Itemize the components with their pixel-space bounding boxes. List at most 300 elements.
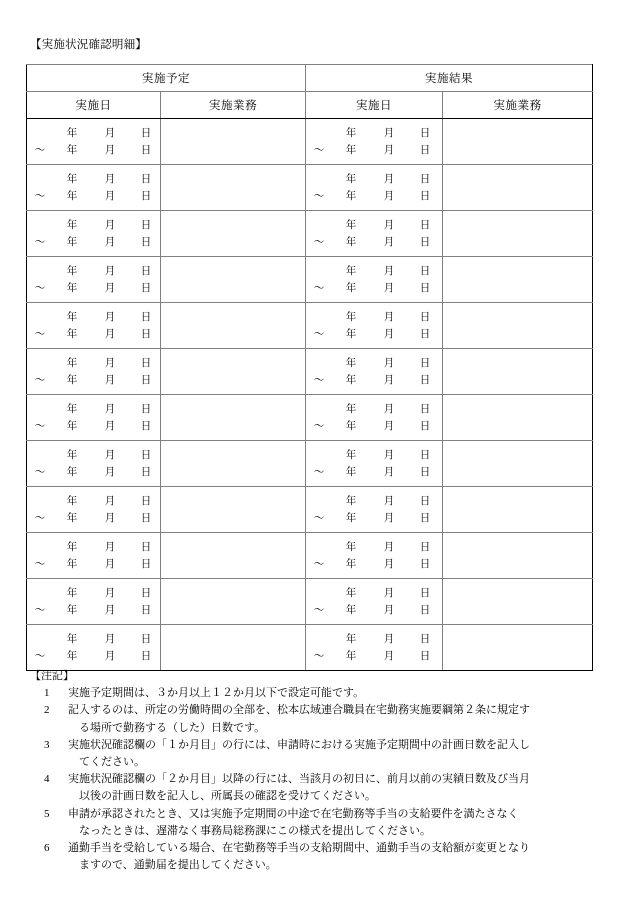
year-month-day-units (332, 447, 442, 464)
plan-task-cell[interactable] (161, 349, 306, 395)
year-month-day-units (53, 326, 163, 343)
result-date-cell[interactable] (306, 257, 443, 303)
table-row (27, 303, 593, 349)
plan-date-cell[interactable] (27, 625, 161, 671)
month-unit: 月 (104, 173, 116, 185)
month-unit: 月 (104, 633, 116, 645)
year-unit: 年 (345, 144, 357, 156)
month-unit: 月 (104, 374, 116, 386)
day-unit: 日 (140, 236, 152, 248)
month-unit: 月 (383, 604, 395, 616)
table-row (27, 441, 593, 487)
year-month-day-units (53, 125, 163, 142)
range-tilde: 〜 (34, 190, 46, 202)
year-month-day-units (332, 309, 442, 326)
range-tilde: 〜 (34, 282, 46, 294)
year-unit: 年 (66, 173, 78, 185)
month-unit: 月 (383, 541, 395, 553)
year-month-day-units (53, 234, 163, 251)
range-tilde: 〜 (34, 604, 46, 616)
year-unit: 年 (345, 633, 357, 645)
note-text-continuation: 以後の計画日数を記入し、所属長の確認を受けてください。 (79, 790, 376, 803)
result-task-cell[interactable] (443, 165, 593, 211)
year-month-day-units (332, 493, 442, 510)
year-unit: 年 (66, 357, 78, 369)
year-unit: 年 (66, 650, 78, 662)
day-unit: 日 (419, 374, 431, 386)
result-date-cell[interactable] (306, 441, 443, 487)
group-header-result: 実施結果 (306, 65, 593, 92)
result-date-cell[interactable] (306, 533, 443, 579)
note-text-continuation: る場所で勤務する（した）日数です。 (79, 721, 266, 734)
year-unit: 年 (345, 449, 357, 461)
range-tilde: 〜 (313, 420, 325, 432)
day-unit: 日 (140, 541, 152, 553)
notes-section (30, 668, 610, 874)
day-unit: 日 (140, 311, 152, 323)
year-month-day-units (332, 171, 442, 188)
sub-header-plan-date: 実施日 (27, 92, 161, 119)
year-month-day-units (332, 401, 442, 418)
year-month-day-units (332, 585, 442, 602)
year-unit: 年 (345, 311, 357, 323)
range-tilde: 〜 (34, 512, 46, 524)
range-tilde: 〜 (313, 374, 325, 386)
year-unit: 年 (66, 604, 78, 616)
year-month-day-units (53, 648, 163, 665)
year-unit: 年 (66, 236, 78, 248)
day-unit: 日 (419, 236, 431, 248)
year-unit: 年 (66, 512, 78, 524)
year-unit: 年 (345, 219, 357, 231)
plan-date-cell[interactable] (27, 533, 161, 579)
result-date-cell[interactable] (306, 211, 443, 257)
month-unit: 月 (104, 265, 116, 277)
month-unit: 月 (383, 282, 395, 294)
year-month-day-units (332, 556, 442, 573)
plan-date-cell[interactable] (27, 257, 161, 303)
note-number: 4 (44, 773, 50, 786)
month-unit: 月 (383, 190, 395, 202)
year-unit: 年 (345, 173, 357, 185)
day-unit: 日 (140, 466, 152, 478)
day-unit: 日 (140, 265, 152, 277)
plan-date-cell[interactable] (27, 211, 161, 257)
month-unit: 月 (104, 466, 116, 478)
range-tilde: 〜 (34, 236, 46, 248)
note-number: 1 (44, 687, 50, 700)
month-unit: 月 (104, 144, 116, 156)
month-unit: 月 (383, 374, 395, 386)
day-unit: 日 (140, 495, 152, 507)
year-month-day-units (53, 188, 163, 205)
plan-date-cell[interactable] (27, 165, 161, 211)
table-row (27, 579, 593, 625)
range-tilde: 〜 (313, 558, 325, 570)
note-item (30, 771, 610, 805)
year-unit: 年 (345, 541, 357, 553)
year-unit: 年 (345, 236, 357, 248)
result-date-cell[interactable] (306, 625, 443, 671)
month-unit: 月 (383, 173, 395, 185)
table-row (27, 625, 593, 671)
year-unit: 年 (345, 495, 357, 507)
month-unit: 月 (383, 311, 395, 323)
plan-date-cell[interactable] (27, 349, 161, 395)
month-unit: 月 (383, 236, 395, 248)
year-unit: 年 (66, 127, 78, 139)
note-text (68, 685, 610, 702)
range-tilde: 〜 (313, 144, 325, 156)
plan-task-cell[interactable] (161, 257, 306, 303)
year-month-day-units (53, 539, 163, 556)
day-unit: 日 (419, 512, 431, 524)
year-unit: 年 (345, 420, 357, 432)
month-unit: 月 (104, 449, 116, 461)
year-month-day-units (53, 556, 163, 573)
note-text (68, 702, 610, 736)
note-number: 6 (44, 842, 50, 855)
note-text-continuation: ますので、通勤届を提出してください。 (79, 859, 277, 872)
day-unit: 日 (419, 265, 431, 277)
plan-task-cell[interactable] (161, 625, 306, 671)
year-month-day-units (332, 418, 442, 435)
page-title: 【実施状況確認明細】 (30, 39, 147, 51)
notes-list (30, 685, 610, 874)
month-unit: 月 (383, 466, 395, 478)
table-row (27, 257, 593, 303)
month-unit: 月 (104, 558, 116, 570)
year-month-day-units (332, 280, 442, 297)
range-tilde: 〜 (34, 144, 46, 156)
year-month-day-units (53, 263, 163, 280)
day-unit: 日 (419, 420, 431, 432)
note-text-line: 実施状況確認欄の「２か月目」以降の行には、当該月の初日に、前月以前の実績日数及び当月 (68, 773, 530, 786)
note-item (30, 806, 610, 840)
day-unit: 日 (419, 449, 431, 461)
year-unit: 年 (66, 144, 78, 156)
month-unit: 月 (383, 403, 395, 415)
note-text-line: 通勤手当を受給している場合、在宅勤務等手当の支給期間中、通勤手当の支給額が変更となり (68, 842, 530, 855)
year-unit: 年 (66, 190, 78, 202)
year-unit: 年 (66, 282, 78, 294)
day-unit: 日 (140, 449, 152, 461)
year-month-day-units (53, 510, 163, 527)
day-unit: 日 (140, 604, 152, 616)
year-unit: 年 (345, 512, 357, 524)
plan-date-cell[interactable] (27, 441, 161, 487)
result-task-cell[interactable] (443, 579, 593, 625)
year-month-day-units (332, 372, 442, 389)
year-month-day-units (53, 602, 163, 619)
month-unit: 月 (383, 512, 395, 524)
plan-task-cell[interactable] (161, 211, 306, 257)
year-month-day-units (332, 648, 442, 665)
day-unit: 日 (140, 357, 152, 369)
year-month-day-units (53, 585, 163, 602)
day-unit: 日 (140, 144, 152, 156)
day-unit: 日 (140, 190, 152, 202)
note-item (30, 685, 610, 702)
result-date-cell[interactable] (306, 349, 443, 395)
day-unit: 日 (419, 357, 431, 369)
table-row (27, 487, 593, 533)
range-tilde: 〜 (313, 604, 325, 616)
year-unit: 年 (66, 311, 78, 323)
table-row (27, 533, 593, 579)
range-tilde: 〜 (34, 374, 46, 386)
day-unit: 日 (140, 512, 152, 524)
result-date-cell[interactable] (306, 119, 443, 165)
range-tilde: 〜 (313, 236, 325, 248)
result-task-cell[interactable] (443, 211, 593, 257)
result-date-cell[interactable] (306, 579, 443, 625)
group-header-plan: 実施予定 (27, 65, 306, 92)
month-unit: 月 (383, 328, 395, 340)
table-header (27, 65, 593, 119)
month-unit: 月 (104, 604, 116, 616)
month-unit: 月 (104, 541, 116, 553)
year-month-day-units (332, 188, 442, 205)
day-unit: 日 (419, 558, 431, 570)
day-unit: 日 (140, 403, 152, 415)
sub-header-result-date: 実施日 (306, 92, 443, 119)
note-text (68, 806, 610, 840)
note-number: 2 (44, 704, 50, 717)
year-month-day-units (53, 280, 163, 297)
year-unit: 年 (66, 265, 78, 277)
day-unit: 日 (140, 633, 152, 645)
day-unit: 日 (419, 219, 431, 231)
range-tilde: 〜 (313, 466, 325, 478)
result-task-cell[interactable] (443, 395, 593, 441)
year-month-day-units (332, 234, 442, 251)
plan-task-cell[interactable] (161, 579, 306, 625)
month-unit: 月 (104, 127, 116, 139)
year-month-day-units (332, 631, 442, 648)
month-unit: 月 (383, 144, 395, 156)
day-unit: 日 (140, 173, 152, 185)
year-month-day-units (53, 217, 163, 234)
plan-task-cell[interactable] (161, 303, 306, 349)
day-unit: 日 (140, 374, 152, 386)
month-unit: 月 (383, 650, 395, 662)
result-date-cell[interactable] (306, 395, 443, 441)
plan-task-cell[interactable] (161, 487, 306, 533)
month-unit: 月 (383, 633, 395, 645)
month-unit: 月 (104, 282, 116, 294)
note-text (68, 840, 610, 874)
month-unit: 月 (104, 311, 116, 323)
plan-task-cell[interactable] (161, 533, 306, 579)
year-month-day-units (53, 493, 163, 510)
range-tilde: 〜 (313, 650, 325, 662)
note-text (68, 771, 610, 805)
day-unit: 日 (419, 144, 431, 156)
note-text-line: 実施予定期間は、３か月以上１２か月以下で設定可能です。 (68, 687, 365, 700)
month-unit: 月 (104, 219, 116, 231)
plan-date-cell[interactable] (27, 303, 161, 349)
day-unit: 日 (419, 650, 431, 662)
note-number: 3 (44, 738, 50, 751)
note-text-line: 申請が承認されたとき、又は実施予定期間の中途で在宅勤務等手当の支給要件を満たさなく (68, 807, 519, 820)
day-unit: 日 (419, 495, 431, 507)
sub-header-result-task: 実施業務 (443, 92, 593, 119)
day-unit: 日 (140, 328, 152, 340)
range-tilde: 〜 (34, 328, 46, 340)
month-unit: 月 (104, 328, 116, 340)
year-unit: 年 (345, 265, 357, 277)
note-text (68, 737, 610, 771)
year-unit: 年 (345, 466, 357, 478)
day-unit: 日 (419, 587, 431, 599)
note-item (30, 702, 610, 736)
sub-header-row (27, 92, 593, 119)
month-unit: 月 (104, 236, 116, 248)
note-text-continuation: なったときは、遅滞なく事務局総務課にこの様式を提出してください。 (79, 824, 431, 837)
day-unit: 日 (419, 328, 431, 340)
month-unit: 月 (104, 495, 116, 507)
table-body (27, 119, 593, 671)
plan-task-cell[interactable] (161, 441, 306, 487)
day-unit: 日 (140, 587, 152, 599)
group-header-row (27, 65, 593, 92)
result-task-cell[interactable] (443, 303, 593, 349)
range-tilde: 〜 (313, 190, 325, 202)
year-month-day-units (332, 464, 442, 481)
plan-task-cell[interactable] (161, 165, 306, 211)
month-unit: 月 (104, 403, 116, 415)
day-unit: 日 (140, 219, 152, 231)
result-date-cell[interactable] (306, 165, 443, 211)
year-month-day-units (53, 631, 163, 648)
year-month-day-units (53, 372, 163, 389)
year-unit: 年 (66, 219, 78, 231)
day-unit: 日 (140, 127, 152, 139)
year-month-day-units (53, 171, 163, 188)
day-unit: 日 (140, 558, 152, 570)
month-unit: 月 (104, 512, 116, 524)
note-text-line: 記入するのは、所定の労働時間の全部を、松本広域連合職員在宅勤務実施要綱第２条に規定す (68, 704, 530, 717)
year-unit: 年 (66, 403, 78, 415)
year-unit: 年 (345, 587, 357, 599)
year-month-day-units (332, 510, 442, 527)
year-unit: 年 (66, 449, 78, 461)
year-unit: 年 (66, 420, 78, 432)
range-tilde: 〜 (34, 650, 46, 662)
year-month-day-units (332, 539, 442, 556)
notes-title: 【注記】 (30, 670, 74, 682)
range-tilde: 〜 (34, 420, 46, 432)
result-task-cell[interactable] (443, 349, 593, 395)
implementation-detail-table (26, 64, 593, 671)
note-text-line: 実施状況確認欄の「１か月目」の行には、申請時における実施予定期間中の計画日数を記入し (68, 738, 530, 751)
day-unit: 日 (419, 190, 431, 202)
result-task-cell[interactable] (443, 257, 593, 303)
day-unit: 日 (419, 282, 431, 294)
plan-task-cell[interactable] (161, 395, 306, 441)
year-unit: 年 (345, 650, 357, 662)
year-month-day-units (332, 142, 442, 159)
day-unit: 日 (140, 650, 152, 662)
day-unit: 日 (140, 420, 152, 432)
day-unit: 日 (140, 282, 152, 294)
range-tilde: 〜 (313, 282, 325, 294)
plan-task-cell[interactable] (161, 119, 306, 165)
year-unit: 年 (66, 466, 78, 478)
year-month-day-units (332, 326, 442, 343)
plan-date-cell[interactable] (27, 487, 161, 533)
range-tilde: 〜 (313, 328, 325, 340)
result-task-cell[interactable] (443, 119, 593, 165)
month-unit: 月 (383, 587, 395, 599)
year-unit: 年 (345, 558, 357, 570)
sub-header-plan-task: 実施業務 (161, 92, 306, 119)
year-unit: 年 (345, 604, 357, 616)
table-row (27, 119, 593, 165)
day-unit: 日 (419, 604, 431, 616)
month-unit: 月 (104, 587, 116, 599)
year-month-day-units (53, 309, 163, 326)
result-task-cell[interactable] (443, 533, 593, 579)
table-row (27, 165, 593, 211)
day-unit: 日 (419, 173, 431, 185)
plan-date-cell[interactable] (27, 395, 161, 441)
month-unit: 月 (383, 265, 395, 277)
month-unit: 月 (383, 558, 395, 570)
year-month-day-units (53, 401, 163, 418)
note-item (30, 737, 610, 771)
result-date-cell[interactable] (306, 487, 443, 533)
year-month-day-units (53, 464, 163, 481)
note-number: 5 (44, 807, 50, 820)
result-date-cell[interactable] (306, 303, 443, 349)
year-unit: 年 (66, 633, 78, 645)
result-task-cell[interactable] (443, 625, 593, 671)
year-unit: 年 (345, 190, 357, 202)
month-unit: 月 (383, 420, 395, 432)
range-tilde: 〜 (34, 466, 46, 478)
year-unit: 年 (345, 282, 357, 294)
result-task-cell[interactable] (443, 441, 593, 487)
result-task-cell[interactable] (443, 487, 593, 533)
year-unit: 年 (66, 495, 78, 507)
year-unit: 年 (345, 357, 357, 369)
year-month-day-units (332, 217, 442, 234)
month-unit: 月 (104, 420, 116, 432)
table-row (27, 395, 593, 441)
plan-date-cell[interactable] (27, 579, 161, 625)
month-unit: 月 (383, 449, 395, 461)
year-unit: 年 (345, 328, 357, 340)
month-unit: 月 (104, 357, 116, 369)
year-unit: 年 (66, 541, 78, 553)
year-month-day-units (53, 355, 163, 372)
year-month-day-units (332, 125, 442, 142)
year-unit: 年 (66, 328, 78, 340)
note-item (30, 840, 610, 874)
range-tilde: 〜 (313, 512, 325, 524)
plan-date-cell[interactable] (27, 119, 161, 165)
day-unit: 日 (419, 541, 431, 553)
year-month-day-units (332, 263, 442, 280)
month-unit: 月 (383, 127, 395, 139)
year-month-day-units (53, 142, 163, 159)
year-unit: 年 (66, 558, 78, 570)
month-unit: 月 (383, 219, 395, 231)
note-text-continuation: てください。 (79, 756, 145, 769)
day-unit: 日 (419, 633, 431, 645)
